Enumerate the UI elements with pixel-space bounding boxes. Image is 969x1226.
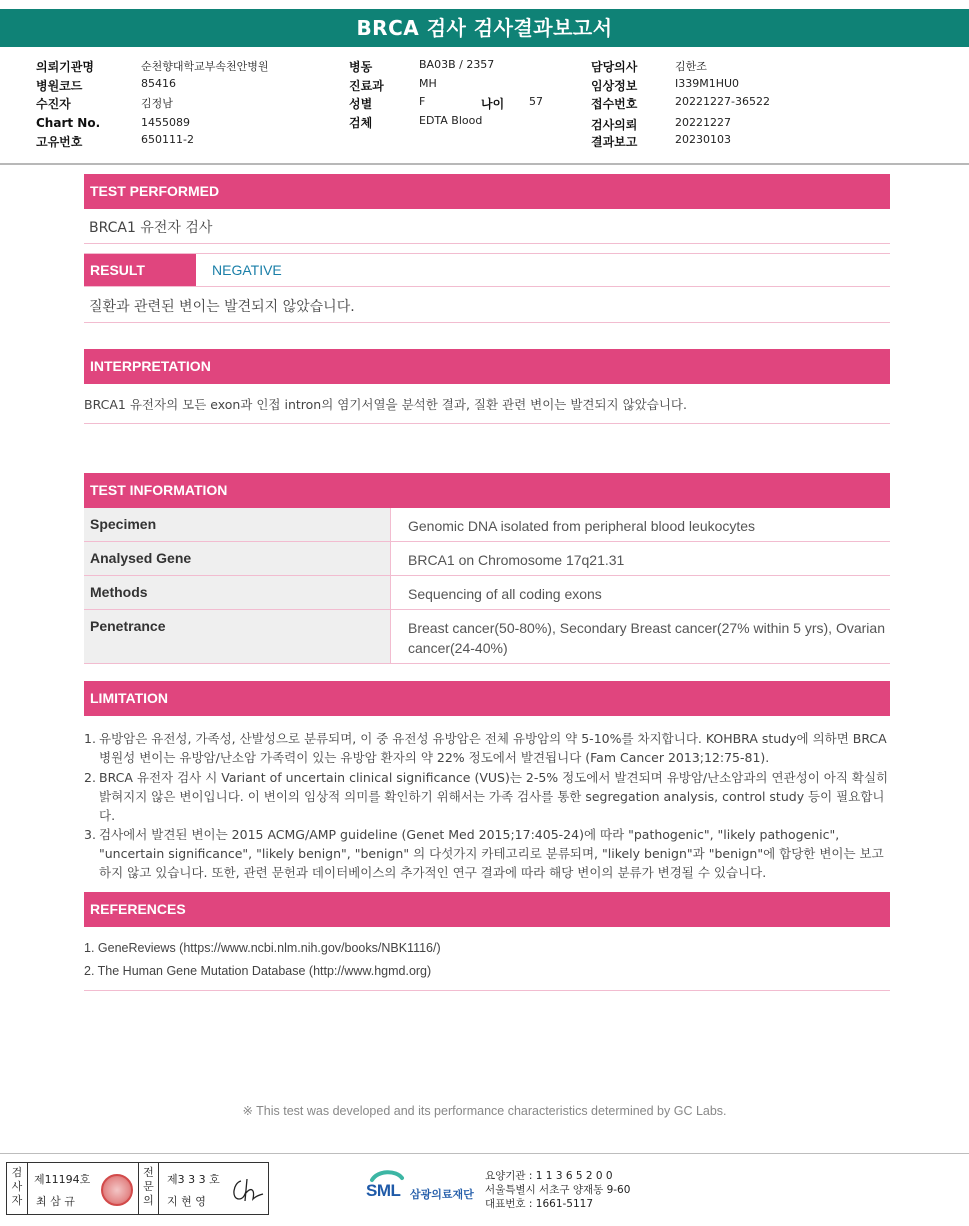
divider xyxy=(84,990,890,991)
table-row xyxy=(84,576,890,610)
divider xyxy=(84,243,890,244)
references-heading: REFERENCES xyxy=(84,892,890,927)
hospital-code-label: 병원코드 xyxy=(36,79,83,93)
row-divider xyxy=(84,663,890,664)
test-information-heading: TEST INFORMATION xyxy=(84,473,890,508)
chart-no-label: Chart No. xyxy=(36,116,101,130)
reviewer-name: 지 현 영 xyxy=(167,1195,206,1208)
item-text: 검사에서 발견된 변이는 2015 ACMG/AMP guideline (Genet Med 2015;17:405-24)에 따라 "pathogenic", "likely pathogenic", "uncertain significance", "likely benign", "benign" 의 다섯가지 카테고리로 분류되며, "likely benign"과 "benign"에 합당한 변이는 보고하지 않고 있습니다. 또한, 관련 문헌과 데이터베이스의 추가적인 연구 결과에 따라 해당 변이의 분류가 변경될 수 있습니다. xyxy=(99,827,884,880)
clinical-info-label: 임상정보 xyxy=(591,79,638,93)
reference-item: 2. The Human Gene Mutation Database (http://www.hgmd.org) xyxy=(84,964,432,978)
divider xyxy=(84,286,890,287)
report-title: BRCA 검사 검사결과보고서 xyxy=(0,9,969,47)
sml-logo-text: SML xyxy=(366,1181,401,1200)
divider xyxy=(84,423,890,424)
reviewer-license: 제3 3 3 호 xyxy=(167,1173,220,1186)
examiner-license: 제11194호 xyxy=(34,1173,91,1186)
row-value: Genomic DNA isolated from peripheral blood leukocytes xyxy=(390,508,890,542)
test-performed-value: BRCA1 유전자 검사 xyxy=(89,220,213,236)
accession-value: 20221227-36522 xyxy=(675,95,770,108)
department-value: MH xyxy=(419,77,437,90)
sex-label: 성별 xyxy=(349,97,373,111)
specimen-label: 검체 xyxy=(349,116,373,130)
organization-info xyxy=(485,1169,630,1211)
specimen-value: EDTA Blood xyxy=(419,114,483,127)
table-row xyxy=(84,610,890,664)
interpretation-heading: INTERPRETATION xyxy=(84,349,890,384)
patient-info-panel xyxy=(0,47,969,165)
signature-icon xyxy=(229,1177,265,1205)
report-date-label: 결과보고 xyxy=(591,135,638,149)
signature-box xyxy=(6,1162,269,1215)
row-label: Penetrance xyxy=(84,610,390,664)
ward-label: 병동 xyxy=(349,60,373,74)
patient-name-label: 수진자 xyxy=(36,97,71,111)
table-row xyxy=(84,542,890,576)
item-text: 유방암은 유전성, 가족성, 산발성으로 분류되며, 이 중 유전성 유방암은 전체 유방암의 약 5-10%를 차지합니다. KOHBRA study에 의하면 BRCA 병원성 변이는 유방암/난소암 가족력이 있는 유방암 환자의 약 22% 정도에서 발견됩니다 (Fam Cancer 2013;12:75-81). xyxy=(99,731,887,765)
test-performed-heading: TEST PERFORMED xyxy=(84,174,890,209)
institution-code: 요양기관 : 1 1 3 6 5 2 0 0 xyxy=(485,1170,613,1182)
organization-phone: 대표번호 : 1661-5117 xyxy=(485,1198,594,1210)
examiner-label: 검 사 자 xyxy=(7,1163,28,1214)
interpretation-text: BRCA1 유전자의 모든 exon과 인접 intron의 염기서열을 분석한 결과, 질환 관련 변이는 발견되지 않았습니다. xyxy=(84,397,687,412)
info-divider xyxy=(0,163,969,165)
reviewer-label: 전 문 의 xyxy=(138,1163,159,1214)
footer-divider xyxy=(0,1153,969,1154)
unique-id-value: 650111-2 xyxy=(141,133,194,146)
age-label: 나이 xyxy=(481,97,505,111)
divider xyxy=(84,322,890,323)
clinical-info-value: I339M1HU0 xyxy=(675,77,740,90)
row-value: BRCA1 on Chromosome 17q21.31 xyxy=(390,542,890,576)
limitation-item xyxy=(84,768,890,825)
item-number: 2. xyxy=(84,770,96,785)
divider xyxy=(84,253,890,254)
organization-address: 서울특별시 서초구 양재동 9-60 xyxy=(485,1184,631,1196)
row-value: Sequencing of all coding exons xyxy=(390,576,890,610)
row-value: Breast cancer(50-80%), Secondary Breast cancer(27% within 5 yrs), Ovarian cancer(24-40%) xyxy=(390,610,890,664)
chart-no-value: 1455089 xyxy=(141,116,190,129)
limitation-item xyxy=(84,729,890,767)
age-value: 57 xyxy=(529,95,543,108)
row-label: Methods xyxy=(84,576,390,610)
report-date-value: 20230103 xyxy=(675,133,731,146)
institution-value: 순천향대학교부속천안병원 xyxy=(141,60,269,73)
limitation-item xyxy=(84,825,890,882)
sex-value: F xyxy=(419,95,426,108)
item-number: 1. xyxy=(84,731,96,746)
unique-id-label: 고유번호 xyxy=(36,135,83,149)
row-label: Specimen xyxy=(84,508,390,542)
accession-label: 접수번호 xyxy=(591,97,638,111)
request-date-value: 20221227 xyxy=(675,116,731,129)
ward-value: BA03B / 2357 xyxy=(419,58,495,71)
hospital-code-value: 85416 xyxy=(141,77,176,90)
item-text: BRCA 유전자 검사 시 Variant of uncertain clinical significance (VUS)는 2-5% 정도에서 발견되며 유방암/난소암과의 연관성이 아직 확실히 밝혀지지 않은 변이입니다. 이 변이의 임상적 의미를 확인하기 위해서는 가족 검사를 통한 segregation analysis, control study 등이 필요합니다. xyxy=(99,770,889,823)
result-label: RESULT xyxy=(84,254,196,286)
seal-stamp-icon xyxy=(101,1174,133,1206)
result-description: 질환과 관련된 변이는 발견되지 않았습니다. xyxy=(89,299,355,315)
result-value: NEGATIVE xyxy=(212,262,282,278)
department-label: 진료과 xyxy=(349,79,384,93)
item-number: 3. xyxy=(84,827,96,842)
reference-item: 1. GeneReviews (https://www.ncbi.nlm.nih.gov/books/NBK1116/) xyxy=(84,941,441,955)
table-row xyxy=(84,508,890,542)
request-date-label: 검사의뢰 xyxy=(591,118,638,132)
examiner-name: 최 삼 규 xyxy=(36,1195,75,1208)
patient-name-value: 김정남 xyxy=(141,97,173,110)
organization-name: 삼광의료재단 xyxy=(410,1188,474,1201)
row-label: Analysed Gene xyxy=(84,542,390,576)
institution-label: 의뢰기관명 xyxy=(36,60,94,74)
doctor-label: 담당의사 xyxy=(591,60,638,74)
footnote: ※ This test was developed and its performance characteristics determined by GC Labs. xyxy=(242,1104,727,1118)
limitation-heading: LIMITATION xyxy=(84,681,890,716)
doctor-value: 김한조 xyxy=(675,60,707,73)
